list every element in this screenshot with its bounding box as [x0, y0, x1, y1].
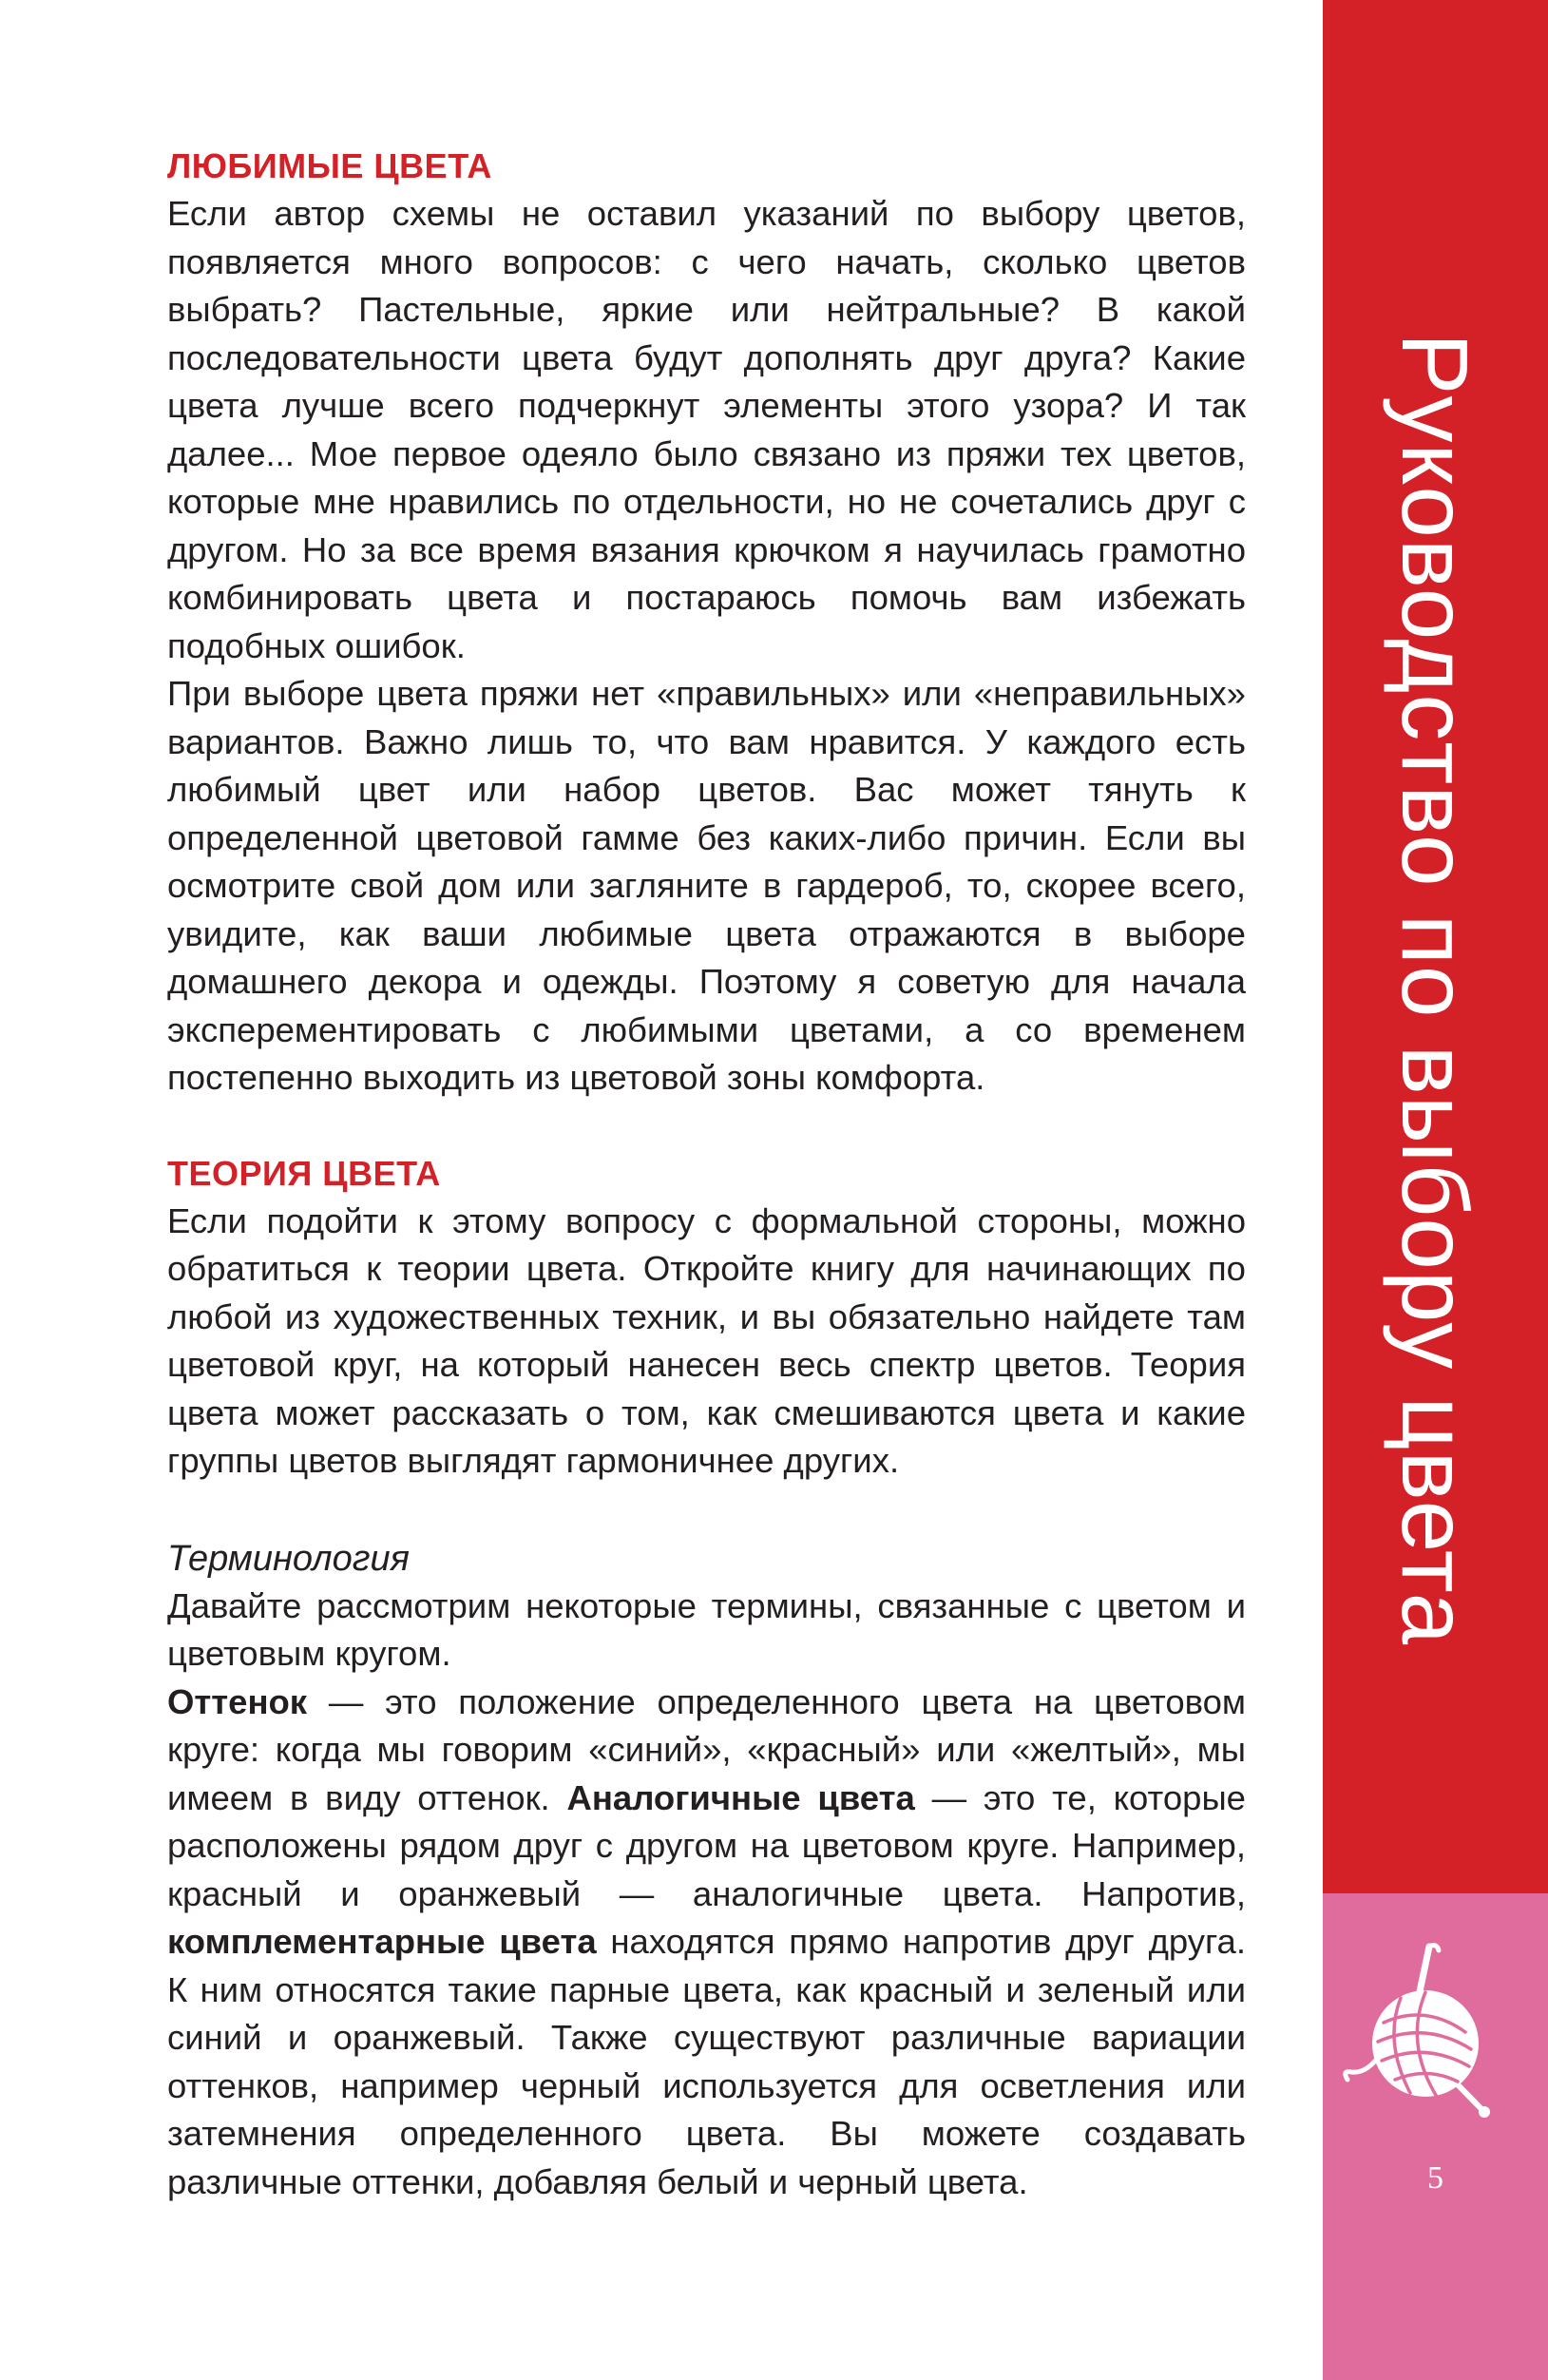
term-complementary-colors: комплементарные цвета [167, 1922, 597, 1961]
term-hue: Оттенок [167, 1681, 308, 1721]
paragraph-color-theory: Если подойти к этому вопросу с формальной стороны, можно обратиться к теории цвета. Откройте книгу для начинающих по любой из художественных техник, и вы обязательно найдете там цветовой круг, на который нанесен весь спектр цветов. Теория цвета может рассказать о том, как смешиваются цвета и какие группы цветов выглядят гармоничнее других. [167, 1200, 1246, 1480]
term-analogous-colors: Аналогичные цвета [566, 1777, 915, 1817]
page-number: 5 [1427, 2160, 1443, 2196]
paragraph-terminology-definitions [167, 1679, 1246, 2207]
subsection-title-terminology: Терминология [167, 1538, 410, 1579]
definition-complementary-colors: находятся прямо напротив друг друга. К ним относятся такие парные цвета, как красный и зеленый или синий и оранжевый. Также существуют различные вариации оттенков, например черный используется для осветления или затемнения определенного цвета. Вы можете создавать различные оттенки, добавляя белый и черный цвета. [167, 1922, 1246, 2201]
paragraph-terminology-intro: Давайте рассмотрим некоторые термины, связанные с цветом и цветовым кругом. [167, 1585, 1246, 1673]
paragraph-favorite-colors-2: При выборе цвета пряжи нет «правильных» или «неправильных» вариантов. Важно лишь то, что вам нравится. У каждого есть любимый цвет или набор цветов. Вас может тянуть к определенной цветовой гамме без каких-либо причин. Если вы осмотрите свой дом или загляните в гардероб, то, скорее всего, увидите, как ваши любимые цвета отражаются в выборе домашнего декора и одежды. Поэтому я советую для начала эксперементировать с любимыми цветами, а со временем постепенно выходить из цветовой зоны комфорта. [167, 674, 1246, 1097]
section-title-color-theory: ТЕОРИЯ ЦВЕТА [167, 1153, 441, 1193]
definition-hue: — это положение определенного цвета на цветовом круге: когда мы говорим «синий», «красный» или «желтый», мы имеем в виду оттенок. [167, 1681, 1246, 1817]
definition-analogous-colors: — это те, которые расположены рядом друг с другом на цветовом круге. Например, красный и оранжевый — аналогичные цвета. Напротив, [167, 1777, 1246, 1913]
yarn-ball-icon [1342, 1939, 1494, 2120]
main-content [167, 143, 1246, 2206]
chapter-sidebar [1323, 0, 1548, 2380]
section-title-favorite-colors: ЛЮБИМЫЕ ЦВЕТА [167, 146, 492, 185]
paragraph-favorite-colors-1: Если автор схемы не оставил указаний по выбору цветов, появляется много вопросов: с чего начать, сколько цветов выбрать? Пастельные, яркие или нейтральные? В какой последовательности цвета будут дополнять друг друга? Какие цвета лучше всего подчеркнут элементы этого узора? И так далее... Мое первое одеяло было связано из пряжи тех цветов, которые мне нравились по отдельности, но не сочетались друг с другом. Но за все время вязания крючком я научилась грамотно комбинировать цвета и постараюсь помочь вам избежать подобных ошибок. [167, 194, 1246, 665]
chapter-title-vertical: Руководство по выбору цвета [1383, 333, 1487, 1646]
